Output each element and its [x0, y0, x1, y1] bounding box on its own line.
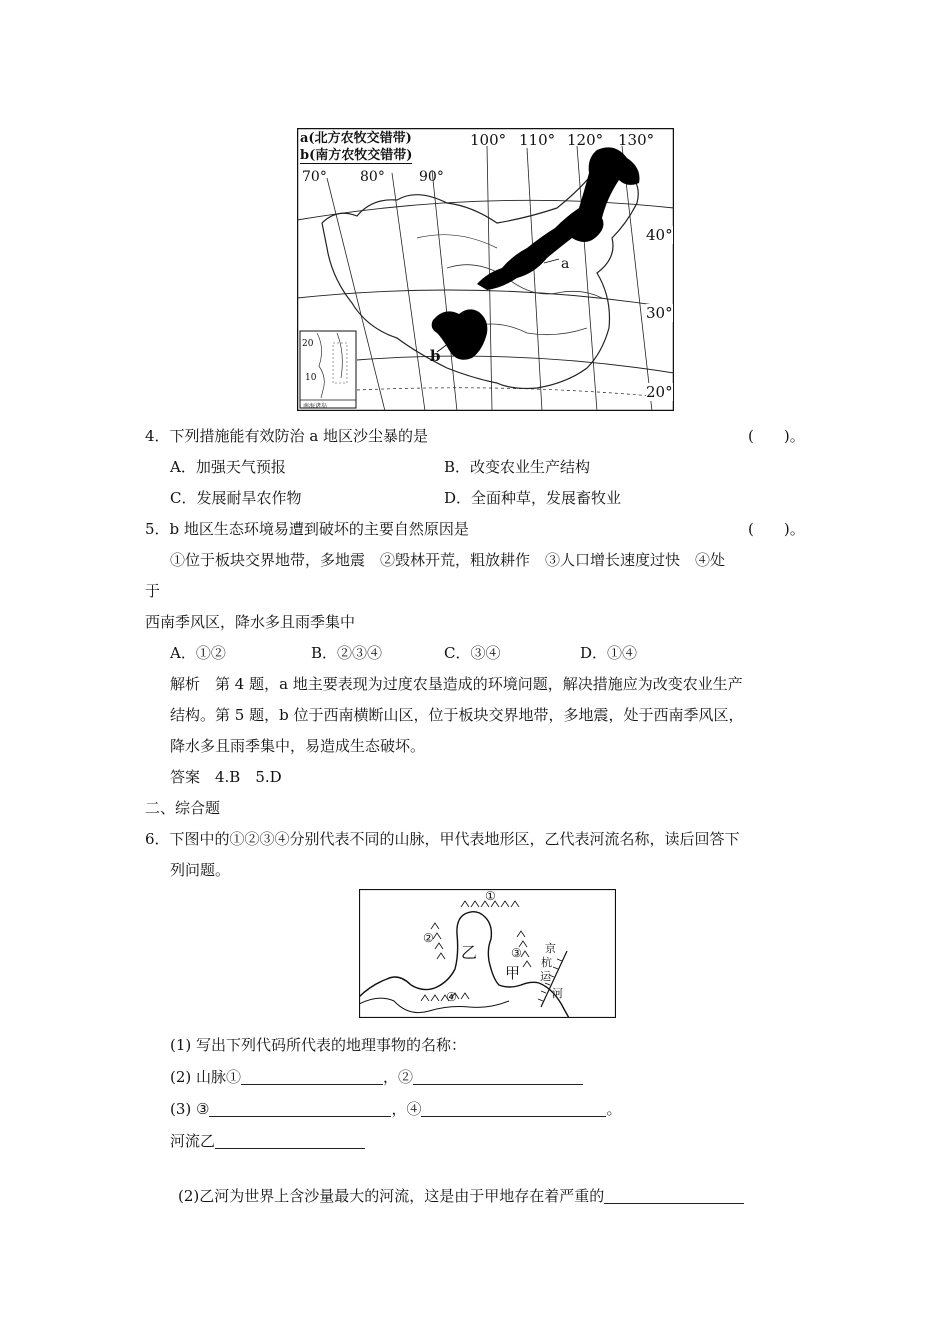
q5-statements-line1: ①位于板块交界地带，多地震 ②毁林开荒，粗放耕作 ③人口增长速度过快 ④处 — [170, 551, 726, 569]
q4-option-b: B．改变农业生产结构 — [444, 458, 591, 476]
q4-bracket: ( )。 — [748, 427, 805, 445]
lat-label-30: 30° — [646, 304, 673, 322]
lat-label-40: 40° — [646, 226, 673, 244]
q4-option-d: D．全面种草，发展畜牧业 — [444, 489, 622, 507]
agro-pastoral-map — [297, 128, 674, 411]
yellow-river-map — [359, 889, 616, 1018]
analysis-line3: 降水多且雨季集中，易造成生态破坏。 — [170, 737, 426, 755]
q5-option-b: B．②③④ — [311, 644, 383, 662]
lon-label-130: 130° — [618, 131, 655, 149]
lon-label-90: 90° — [419, 169, 444, 185]
q5-statements-line3: 西南季风区，降水多且雨季集中 — [145, 613, 356, 631]
mountain-1-label: ① — [485, 889, 496, 903]
mountain-2-label: ② — [423, 931, 434, 945]
canal-char-3: 运 — [540, 970, 551, 983]
legend-b: b(南方农牧交错带) — [300, 148, 413, 163]
lon-label-120: 120° — [567, 131, 604, 149]
region-b-label: b — [430, 347, 441, 365]
inset-lat-20: 20 — [302, 339, 314, 349]
river-yi-label: 乙 — [461, 943, 478, 962]
q6-sub3-sep: ，④ — [391, 1100, 422, 1118]
q6-sub2-sep: ，② — [383, 1068, 414, 1086]
mountain-1-answer-blank[interactable] — [241, 1068, 383, 1085]
mountain-4-answer-blank[interactable] — [421, 1100, 606, 1117]
q6-sub1: (1) 写出下列代码所代表的地理事物的名称： — [170, 1036, 467, 1054]
analysis-line2: 结构。第 5 题，b 位于西南横断山区，位于板块交界地带，多地震，处于西南季风区， — [170, 706, 744, 724]
mountain-4-label: ④ — [446, 990, 457, 1004]
soil-erosion-answer-blank[interactable] — [604, 1187, 744, 1204]
mountain-3-answer-blank[interactable] — [209, 1100, 391, 1117]
lon-label-80: 80° — [360, 169, 385, 185]
lon-label-110: 110° — [519, 131, 556, 149]
q6-sub2 — [170, 1066, 583, 1087]
q5-option-c: C．③④ — [444, 644, 501, 662]
q5-option-d: D．①④ — [580, 644, 638, 662]
q5-bracket: ( )。 — [748, 520, 805, 538]
mountain-2-answer-blank[interactable] — [413, 1068, 583, 1085]
inset-lat-10: 10 — [305, 373, 317, 383]
analysis-line1: 解析 第 4 题，a 地主要表现为过度农垦造成的环境问题，解决措施应为改变农业生产 — [170, 675, 743, 693]
lon-label-70: 70° — [302, 169, 327, 185]
region-a-label: a — [561, 256, 570, 272]
legend-a: a(北方农牧交错带) — [300, 131, 412, 146]
answer-line: 答案 4.B 5.D — [170, 768, 282, 786]
q6-sub3 — [170, 1098, 622, 1119]
region-jia-label: 甲 — [505, 964, 521, 982]
q6-stem-line1: 6．下图中的①②③④分别代表不同的山脉，甲代表地形区，乙代表河流名称，读后回答下 — [145, 830, 740, 848]
q4-stem: 4．下列措施能有效防治 a 地区沙尘暴的是 — [145, 427, 429, 445]
canal-char-1: 京 — [545, 942, 556, 955]
q6-part2-text: (2)乙河为世界上含沙量最大的河流，这是由于甲地存在着严重的 — [178, 1187, 605, 1205]
mountain-3-label: ③ — [511, 946, 522, 960]
q6-sub3-end: 。 — [606, 1100, 622, 1118]
canal-char-4: 河 — [552, 987, 563, 1000]
q6-part2 — [178, 1185, 744, 1206]
q6-sub3-label: (3) ③ — [170, 1100, 210, 1118]
q6-sub2-label: (2) 山脉① — [170, 1068, 242, 1086]
q5-stem: 5．b 地区生态环境易遭到破坏的主要自然原因是 — [145, 520, 469, 538]
inset-caption: 南海诸岛 — [303, 403, 328, 410]
river-answer-blank[interactable] — [215, 1132, 365, 1149]
q6-river — [170, 1130, 365, 1151]
q5-statements-line2: 于 — [145, 582, 161, 600]
q4-option-c: C．发展耐旱农作物 — [170, 489, 302, 507]
canal-char-2: 杭 — [541, 956, 552, 969]
q6-stem-line2: 列问题。 — [170, 861, 231, 879]
lat-label-20: 20° — [646, 383, 673, 401]
river-label: 河流乙 — [170, 1132, 216, 1150]
section-heading: 二、综合题 — [145, 799, 221, 817]
q4-option-a: A．加强天气预报 — [170, 458, 286, 476]
lon-label-100: 100° — [470, 131, 507, 149]
q5-option-a: A．①② — [170, 644, 226, 662]
